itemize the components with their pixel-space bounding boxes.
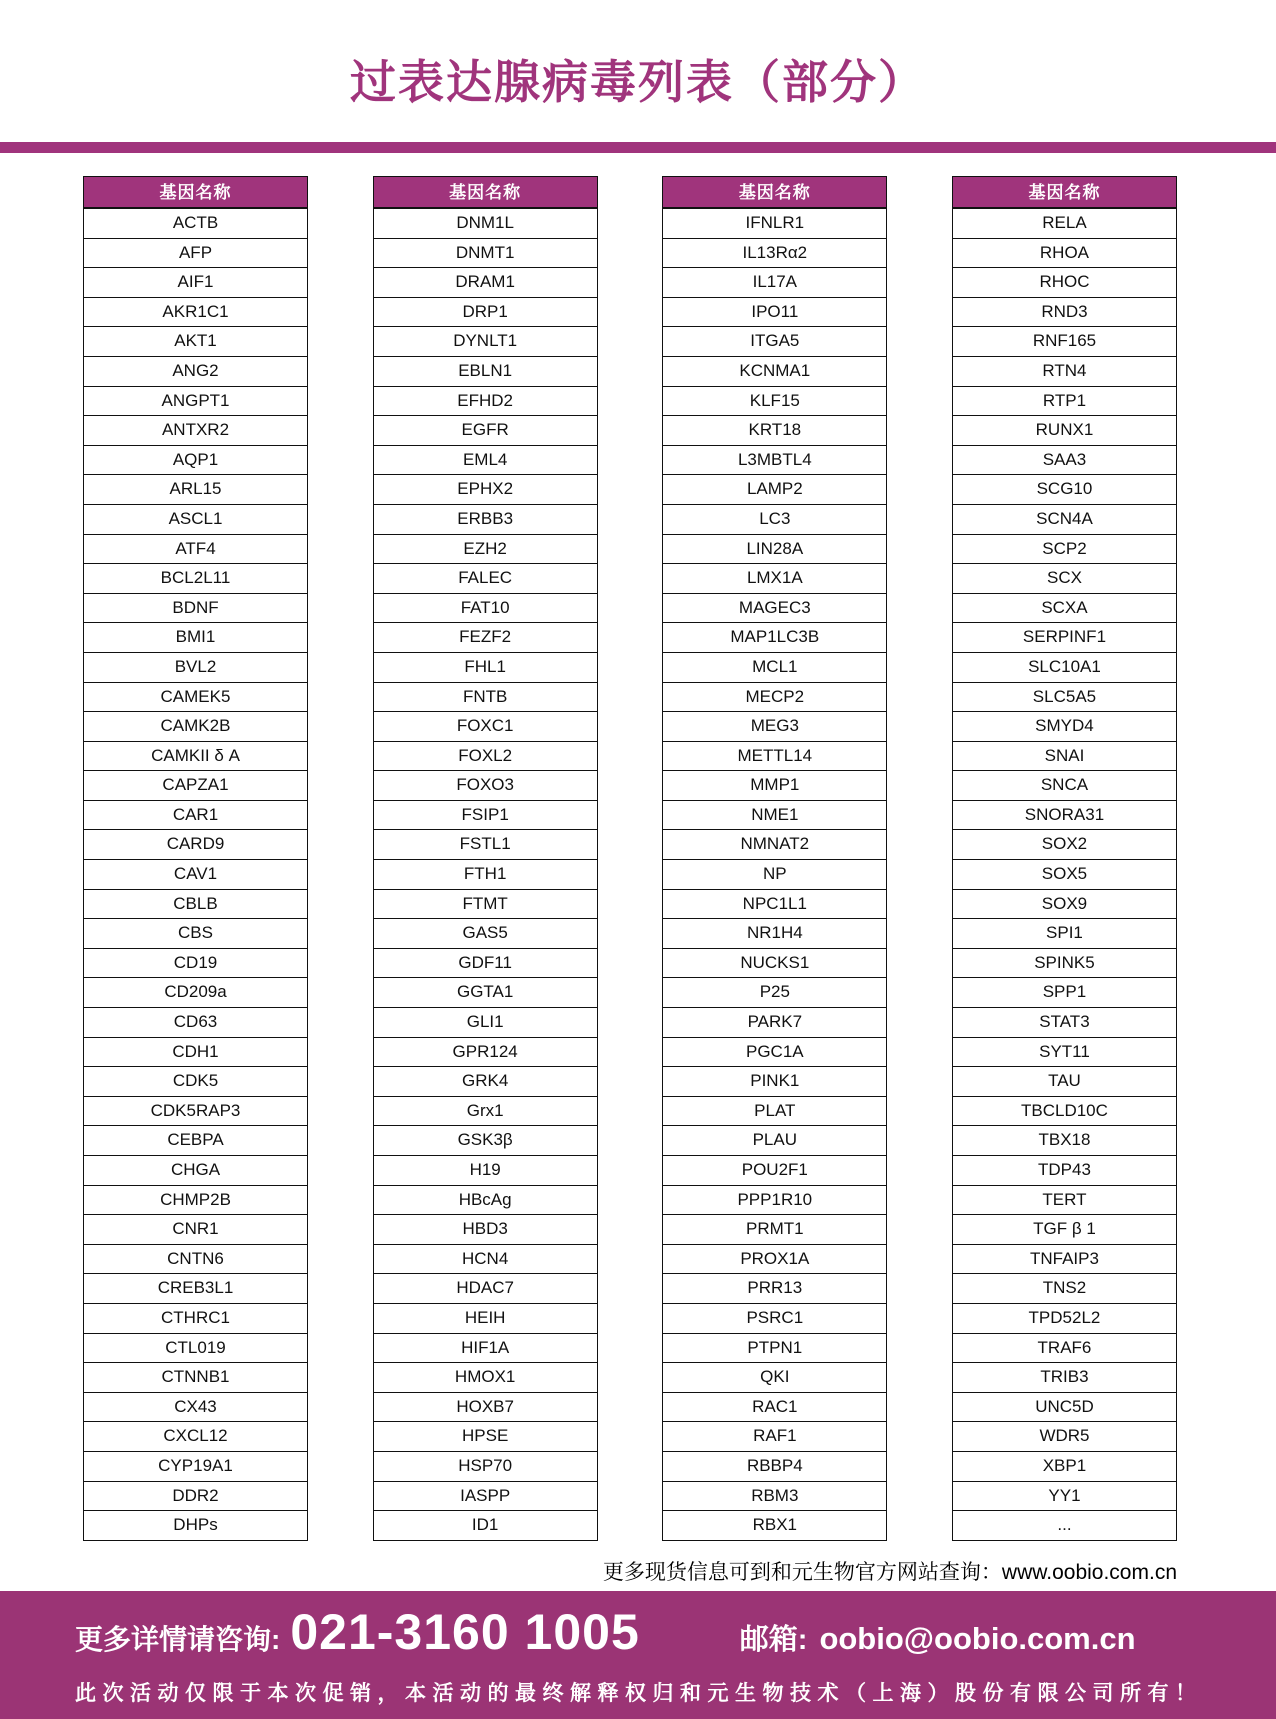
gene-cell: EPHX2	[374, 474, 597, 504]
gene-cell: IL17A	[663, 267, 886, 297]
gene-cell: CDK5RAP3	[84, 1096, 307, 1126]
gene-cell: ID1	[374, 1510, 597, 1540]
gene-cell: PGC1A	[663, 1037, 886, 1067]
gene-cell: CDK5	[84, 1066, 307, 1096]
gene-cell: HDAC7	[374, 1273, 597, 1303]
gene-cell: GDF11	[374, 948, 597, 978]
gene-cell: LIN28A	[663, 534, 886, 564]
gene-cell: ATF4	[84, 534, 307, 564]
gene-cell: RAC1	[663, 1392, 886, 1422]
gene-cell: CNTN6	[84, 1244, 307, 1274]
gene-cell: LMX1A	[663, 563, 886, 593]
gene-cell: IFNLR1	[663, 208, 886, 238]
gene-cell: MCL1	[663, 652, 886, 682]
gene-cell: ANTXR2	[84, 415, 307, 445]
gene-cell: RHOC	[953, 267, 1176, 297]
gene-cell: HCN4	[374, 1244, 597, 1274]
gene-cell: HMOX1	[374, 1362, 597, 1392]
gene-cell: CX43	[84, 1392, 307, 1422]
gene-cell: BCL2L11	[84, 563, 307, 593]
gene-cell: AQP1	[84, 445, 307, 475]
gene-cell: RND3	[953, 297, 1176, 327]
gene-cell: FSTL1	[374, 829, 597, 859]
gene-cell: CXCL12	[84, 1421, 307, 1451]
gene-cell: MEG3	[663, 711, 886, 741]
gene-cell: CBLB	[84, 889, 307, 919]
stock-info-label: 更多现货信息可到和元生物官方网站查询：	[602, 1561, 1002, 1584]
gene-cell: CREB3L1	[84, 1273, 307, 1303]
gene-cell: SCN4A	[953, 504, 1176, 534]
gene-cell: PROX1A	[663, 1244, 886, 1274]
gene-cell: BDNF	[84, 593, 307, 623]
gene-cell: GAS5	[374, 918, 597, 948]
gene-cell: KRT18	[663, 415, 886, 445]
gene-cell: SPINK5	[953, 948, 1176, 978]
gene-table-4	[952, 176, 1177, 1541]
gene-table-header: 基因名称	[84, 177, 307, 208]
gene-cell: METTL14	[663, 741, 886, 771]
gene-cell: CTL019	[84, 1333, 307, 1363]
gene-cell: FTH1	[374, 859, 597, 889]
gene-cell: SMYD4	[953, 711, 1176, 741]
email-label: 邮箱:	[739, 1624, 808, 1656]
gene-cell: CD63	[84, 1007, 307, 1037]
gene-cell: RTN4	[953, 356, 1176, 386]
gene-cell: PPP1R10	[663, 1185, 886, 1215]
gene-cell: BVL2	[84, 652, 307, 682]
gene-cell: EBLN1	[374, 356, 597, 386]
gene-cell: HBcAg	[374, 1185, 597, 1215]
gene-cell: SOX9	[953, 889, 1176, 919]
gene-cell: CNR1	[84, 1214, 307, 1244]
gene-cell: CAV1	[84, 859, 307, 889]
gene-cell: LC3	[663, 504, 886, 534]
gene-cell: TRAF6	[953, 1333, 1176, 1363]
gene-cell: TNFAIP3	[953, 1244, 1176, 1274]
gene-cell: CAR1	[84, 800, 307, 830]
gene-cell: TPD52L2	[953, 1303, 1176, 1333]
divider-band	[0, 142, 1276, 153]
gene-cell: NMNAT2	[663, 829, 886, 859]
gene-cell: TBX18	[953, 1125, 1176, 1155]
gene-cell: NPC1L1	[663, 889, 886, 919]
gene-cell: GLI1	[374, 1007, 597, 1037]
gene-cell: XBP1	[953, 1451, 1176, 1481]
gene-cell: RNF165	[953, 326, 1176, 356]
gene-cell: RBX1	[663, 1510, 886, 1540]
gene-cell: SNCA	[953, 770, 1176, 800]
website-url: www.oobio.com.cn	[1001, 1561, 1177, 1584]
gene-cell: MAP1LC3B	[663, 622, 886, 652]
gene-cell: CBS	[84, 918, 307, 948]
gene-cell: FALEC	[374, 563, 597, 593]
gene-cell: SYT11	[953, 1037, 1176, 1067]
gene-cell: ...	[953, 1510, 1176, 1540]
gene-cell: UNC5D	[953, 1392, 1176, 1422]
gene-cell: RTP1	[953, 386, 1176, 416]
gene-cell: SNAI	[953, 741, 1176, 771]
gene-cell: IL13Rα2	[663, 238, 886, 268]
gene-cell: IPO11	[663, 297, 886, 327]
gene-cell: POU2F1	[663, 1155, 886, 1185]
gene-tables	[83, 176, 1177, 1541]
gene-cell: HEIH	[374, 1303, 597, 1333]
gene-cell: EML4	[374, 445, 597, 475]
gene-cell: ACTB	[84, 208, 307, 238]
gene-cell: HSP70	[374, 1451, 597, 1481]
gene-cell: TBCLD10C	[953, 1096, 1176, 1126]
gene-cell: NME1	[663, 800, 886, 830]
gene-cell: DDR2	[84, 1481, 307, 1511]
gene-cell: SLC5A5	[953, 682, 1176, 712]
gene-cell: DYNLT1	[374, 326, 597, 356]
gene-cell: PLAT	[663, 1096, 886, 1126]
gene-cell: SCXA	[953, 593, 1176, 623]
gene-cell: IASPP	[374, 1481, 597, 1511]
gene-cell: SOX2	[953, 829, 1176, 859]
gene-cell: LAMP2	[663, 474, 886, 504]
gene-cell: RELA	[953, 208, 1176, 238]
gene-cell: CARD9	[84, 829, 307, 859]
gene-table-header: 基因名称	[663, 177, 886, 208]
gene-cell: PSRC1	[663, 1303, 886, 1333]
gene-cell: AKT1	[84, 326, 307, 356]
gene-cell: CEBPA	[84, 1125, 307, 1155]
gene-cell: FSIP1	[374, 800, 597, 830]
gene-cell: HIF1A	[374, 1333, 597, 1363]
gene-cell: CAMEK5	[84, 682, 307, 712]
gene-cell: EFHD2	[374, 386, 597, 416]
gene-cell: AFP	[84, 238, 307, 268]
gene-cell: CDH1	[84, 1037, 307, 1067]
gene-cell: CAMKII δ A	[84, 741, 307, 771]
gene-table-header: 基因名称	[953, 177, 1176, 208]
gene-cell: CD19	[84, 948, 307, 978]
gene-cell: CYP19A1	[84, 1451, 307, 1481]
gene-cell: CHMP2B	[84, 1185, 307, 1215]
gene-cell: PRR13	[663, 1273, 886, 1303]
gene-cell: KCNMA1	[663, 356, 886, 386]
gene-cell: DRP1	[374, 297, 597, 327]
gene-cell: SPP1	[953, 977, 1176, 1007]
gene-cell: KLF15	[663, 386, 886, 416]
gene-cell: Grx1	[374, 1096, 597, 1126]
gene-cell: RBM3	[663, 1481, 886, 1511]
gene-cell: EGFR	[374, 415, 597, 445]
gene-cell: TERT	[953, 1185, 1176, 1215]
gene-cell: SPI1	[953, 918, 1176, 948]
gene-cell: NP	[663, 859, 886, 889]
gene-cell: MMP1	[663, 770, 886, 800]
gene-cell: RBBP4	[663, 1451, 886, 1481]
gene-cell: CTNNB1	[84, 1362, 307, 1392]
gene-cell: PARK7	[663, 1007, 886, 1037]
gene-cell: GRK4	[374, 1066, 597, 1096]
gene-cell: TNS2	[953, 1273, 1176, 1303]
gene-cell: FOXC1	[374, 711, 597, 741]
gene-cell: FTMT	[374, 889, 597, 919]
gene-cell: CTHRC1	[84, 1303, 307, 1333]
gene-cell: PRMT1	[663, 1214, 886, 1244]
gene-cell: FAT10	[374, 593, 597, 623]
gene-cell: SLC10A1	[953, 652, 1176, 682]
gene-cell: AIF1	[84, 267, 307, 297]
gene-cell: ANGPT1	[84, 386, 307, 416]
gene-cell: TDP43	[953, 1155, 1176, 1185]
gene-cell: P25	[663, 977, 886, 1007]
footer-contact-line	[75, 1604, 1216, 1660]
gene-cell: ANG2	[84, 356, 307, 386]
gene-cell: CAPZA1	[84, 770, 307, 800]
gene-cell: HBD3	[374, 1214, 597, 1244]
gene-cell: PINK1	[663, 1066, 886, 1096]
gene-cell: FEZF2	[374, 622, 597, 652]
contact-label: 更多详情请咨询:	[75, 1624, 281, 1655]
gene-cell: FOXL2	[374, 741, 597, 771]
gene-cell: TRIB3	[953, 1362, 1176, 1392]
gene-cell: PTPN1	[663, 1333, 886, 1363]
gene-cell: ITGA5	[663, 326, 886, 356]
gene-table-1	[83, 176, 308, 1541]
gene-cell: MAGEC3	[663, 593, 886, 623]
gene-cell: SERPINF1	[953, 622, 1176, 652]
gene-cell: NR1H4	[663, 918, 886, 948]
gene-cell: SAA3	[953, 445, 1176, 475]
gene-cell: AKR1C1	[84, 297, 307, 327]
gene-table-header: 基因名称	[374, 177, 597, 208]
gene-cell: FOXO3	[374, 770, 597, 800]
gene-cell: FNTB	[374, 682, 597, 712]
gene-cell: SCG10	[953, 474, 1176, 504]
footer	[0, 1591, 1276, 1719]
gene-cell: BMI1	[84, 622, 307, 652]
gene-cell: HPSE	[374, 1421, 597, 1451]
gene-cell: CAMK2B	[84, 711, 307, 741]
phone-number: 021-3160 1005	[290, 1604, 640, 1660]
gene-cell: L3MBTL4	[663, 445, 886, 475]
gene-cell: ARL15	[84, 474, 307, 504]
gene-cell: RHOA	[953, 238, 1176, 268]
gene-cell: YY1	[953, 1481, 1176, 1511]
gene-cell: CHGA	[84, 1155, 307, 1185]
gene-cell: RUNX1	[953, 415, 1176, 445]
page-title: 过表达腺病毒列表（部分）	[350, 56, 926, 108]
gene-table-2	[373, 176, 598, 1541]
gene-cell: WDR5	[953, 1421, 1176, 1451]
gene-cell: SCP2	[953, 534, 1176, 564]
gene-cell: DNMT1	[374, 238, 597, 268]
stock-info-note	[83, 1556, 1177, 1586]
gene-cell: HOXB7	[374, 1392, 597, 1422]
disclaimer: 此次活动仅限于本次促销，本活动的最终解释权归和元生物技术（上海）股份有限公司所有！	[75, 1682, 1203, 1705]
gene-cell: DRAM1	[374, 267, 597, 297]
gene-cell: GPR124	[374, 1037, 597, 1067]
gene-cell: TAU	[953, 1066, 1176, 1096]
gene-cell: SCX	[953, 563, 1176, 593]
gene-cell: DHPs	[84, 1510, 307, 1540]
gene-cell: PLAU	[663, 1125, 886, 1155]
gene-cell: DNM1L	[374, 208, 597, 238]
gene-cell: NUCKS1	[663, 948, 886, 978]
gene-cell: GSK3β	[374, 1125, 597, 1155]
gene-cell: ASCL1	[84, 504, 307, 534]
email-address: oobio@oobio.com.cn	[819, 1621, 1136, 1656]
gene-cell: FHL1	[374, 652, 597, 682]
gene-cell: QKI	[663, 1362, 886, 1392]
gene-table-3	[662, 176, 887, 1541]
gene-cell: SOX5	[953, 859, 1176, 889]
gene-cell: TGF β 1	[953, 1214, 1176, 1244]
gene-cell: EZH2	[374, 534, 597, 564]
gene-cell: CD209a	[84, 977, 307, 1007]
gene-cell: STAT3	[953, 1007, 1176, 1037]
gene-cell: H19	[374, 1155, 597, 1185]
gene-cell: SNORA31	[953, 800, 1176, 830]
gene-cell: ERBB3	[374, 504, 597, 534]
gene-cell: GGTA1	[374, 977, 597, 1007]
gene-cell: MECP2	[663, 682, 886, 712]
gene-cell: RAF1	[663, 1421, 886, 1451]
